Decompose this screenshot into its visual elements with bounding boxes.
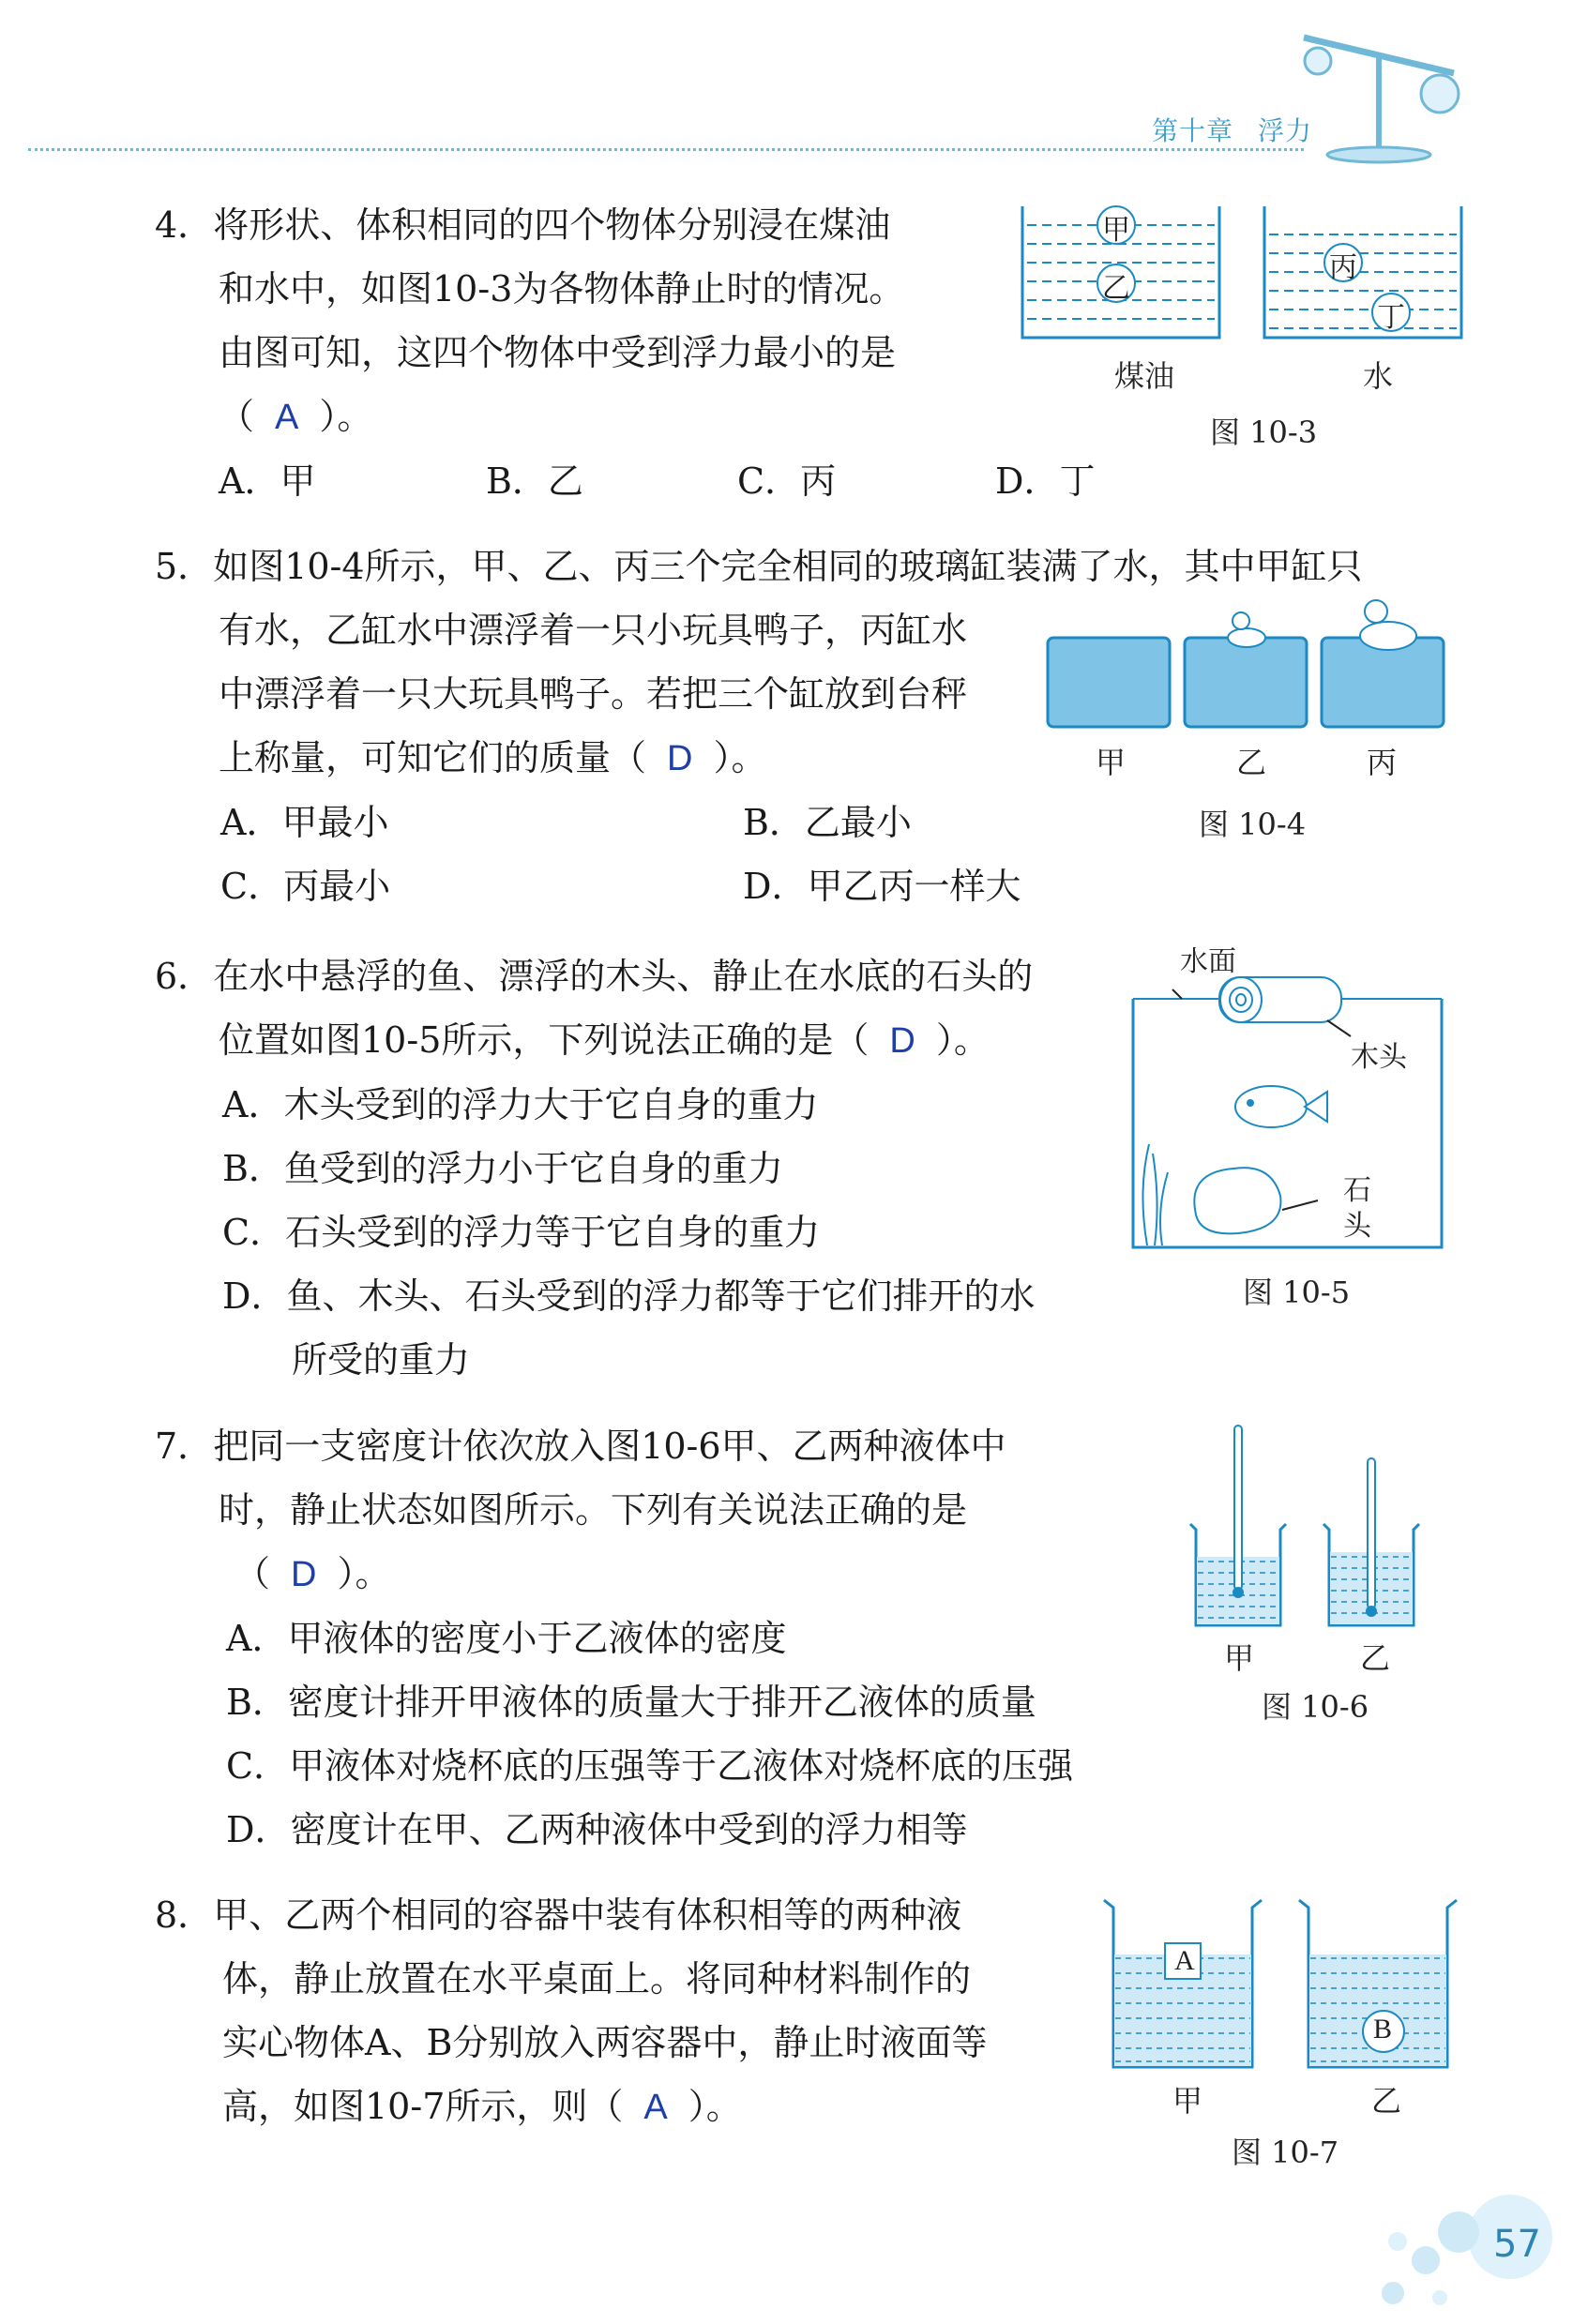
option-c: C．丙 xyxy=(737,460,837,502)
question-6 xyxy=(155,944,1035,1392)
object-label-yi: 乙 xyxy=(1102,272,1130,305)
container-jia xyxy=(1104,1900,1262,2067)
question-text: 时，静止状态如图所示。下列有关说法正确的是 xyxy=(219,1489,968,1531)
question-text: 体，静止放置在水平桌面上。将同种材料制作的 xyxy=(222,1958,972,2000)
question-text: 将形状、体积相同的四个物体分别浸在煤油 xyxy=(213,204,891,246)
large-duck-icon xyxy=(1360,600,1416,650)
option-a: A．甲液体的密度小于乙液体的密度 xyxy=(226,1618,787,1659)
question-number: 4． xyxy=(155,204,214,246)
option-c: C．石头受到的浮力等于它自身的重力 xyxy=(222,1212,821,1253)
question-text: 实心物体A、B分别放入两容器中，静止时液面等 xyxy=(222,2022,988,2063)
option-a: A．木头受到的浮力大于它自身的重力 xyxy=(222,1084,819,1125)
question-text: 由图可知，这四个物体中受到浮力最小的是 xyxy=(219,332,897,373)
chapter-number: 第十章 xyxy=(1152,115,1234,146)
object-label-jia: 甲 xyxy=(1102,214,1130,247)
object-label-ding: 丁 xyxy=(1377,301,1405,334)
stone-icon xyxy=(1194,1168,1280,1233)
log-icon xyxy=(1219,977,1341,1022)
option-d-continued: 所受的重力 xyxy=(292,1339,471,1381)
answer-bracket: （ xyxy=(234,1553,271,1594)
figure-label-stone-2: 头 xyxy=(1343,1210,1371,1243)
small-duck-icon xyxy=(1228,612,1265,647)
answer-bracket: ）。 xyxy=(935,1019,990,1061)
figure-label-jia: 甲 xyxy=(1096,745,1127,780)
question-text: 高，如图10-7所示，则（ xyxy=(222,2086,624,2127)
question-text: 甲、乙两个相同的容器中装有体积相等的两种液 xyxy=(213,1894,962,1936)
fish-icon xyxy=(1235,1086,1327,1127)
balance-decoration-icon xyxy=(1285,19,1473,159)
answer-bracket: （ xyxy=(219,396,255,437)
question-text: 在水中悬浮的鱼、漂浮的木头、静止在水底的石头的 xyxy=(213,956,1034,997)
figure-label-log: 木头 xyxy=(1351,1041,1407,1074)
answer-text: D xyxy=(889,1021,915,1061)
figure-10-6 xyxy=(1187,1421,1449,1627)
object-label-b: B xyxy=(1373,2014,1393,2045)
question-text: 把同一支密度计依次放入图10-6甲、乙两种液体中 xyxy=(213,1426,1006,1467)
option-b: B．乙最小 xyxy=(743,802,912,843)
option-c: C．甲液体对烧杯底的压强等于乙液体对烧杯底的压强 xyxy=(226,1745,1074,1787)
option-a: A．甲最小 xyxy=(220,802,389,843)
answer-text: A xyxy=(643,2088,668,2127)
question-4 xyxy=(155,193,1095,513)
figure-label-kerosene: 煤油 xyxy=(1114,358,1175,394)
option-b: B．鱼受到的浮力小于它自身的重力 xyxy=(222,1148,783,1189)
waterweed-icon xyxy=(1142,1144,1168,1245)
question-8 xyxy=(155,1883,987,2139)
answer-text: D xyxy=(291,1555,317,1594)
question-7 xyxy=(155,1414,1073,1862)
option-d: D．密度计在甲、乙两种液体中受到的浮力相等 xyxy=(226,1809,968,1850)
question-text: 和水中，如图10-3为各物体静止时的情况。 xyxy=(219,268,905,309)
question-text: 上称量，可知它们的质量（ xyxy=(219,737,647,778)
figure-label-stone-1: 石 xyxy=(1343,1174,1371,1207)
option-c: C．丙最小 xyxy=(220,866,391,907)
figure-label-yi: 乙 xyxy=(1236,745,1267,780)
figure-caption: 图 10-4 xyxy=(1199,807,1307,842)
answer-bracket: ）。 xyxy=(713,737,767,778)
figure-10-4 xyxy=(1046,600,1449,732)
question-text: 中漂浮着一只大玩具鸭子。若把三个缸放到台秤 xyxy=(219,673,968,715)
answer-text: A xyxy=(275,398,299,437)
figure-label-bing: 丙 xyxy=(1367,745,1398,780)
beaker-yi xyxy=(1323,1458,1419,1625)
figure-caption: 图 10-7 xyxy=(1232,2135,1339,2170)
question-text: 有水，乙缸水中漂浮着一只小玩具鸭子，丙缸水 xyxy=(219,610,968,651)
option-d: D．丁 xyxy=(995,460,1096,502)
answer-bracket: ）。 xyxy=(337,1553,391,1594)
figure-10-3 xyxy=(1022,197,1435,347)
figure-10-5 xyxy=(1130,985,1444,1252)
figure-10-7 xyxy=(1102,1896,1454,2070)
page-number: 57 xyxy=(1493,2223,1541,2266)
object-label-bing: 丙 xyxy=(1329,251,1357,284)
option-b: B．密度计排开甲液体的质量大于排开乙液体的质量 xyxy=(226,1682,1036,1723)
figure-label-yi: 乙 xyxy=(1360,1640,1391,1676)
figure-label-jia: 甲 xyxy=(1224,1640,1255,1676)
question-text: 如图10-4所示，甲、乙、丙三个完全相同的玻璃缸装满了水，其中甲缸只 xyxy=(213,546,1363,587)
chapter-topic: 浮力 xyxy=(1258,115,1313,146)
question-number: 8． xyxy=(155,1894,214,1936)
figure-caption: 图 10-3 xyxy=(1210,415,1318,450)
question-text: 位置如图10-5所示，下列说法正确的是（ xyxy=(219,1019,870,1061)
figure-caption: 图 10-6 xyxy=(1262,1689,1369,1725)
object-label-a: A xyxy=(1174,1945,1195,1976)
answer-bracket: ）。 xyxy=(688,2086,742,2127)
answer-bracket: ）。 xyxy=(319,396,373,437)
water-container xyxy=(1264,206,1461,338)
figure-label-yi: 乙 xyxy=(1371,2083,1402,2119)
question-number: 6． xyxy=(155,956,214,997)
figure-caption: 图 10-5 xyxy=(1243,1275,1351,1310)
answer-text: D xyxy=(667,739,693,778)
figure-label-water: 水 xyxy=(1363,358,1394,394)
figure-label-jia: 甲 xyxy=(1172,2083,1203,2119)
option-d: D．甲乙丙一样大 xyxy=(743,866,1021,907)
header-divider xyxy=(28,148,1304,151)
beaker-jia xyxy=(1190,1426,1286,1625)
question-number: 7． xyxy=(155,1426,214,1467)
option-b: B．乙 xyxy=(486,460,583,502)
figure-label-water-surface: 水面 xyxy=(1180,945,1236,978)
option-d: D．鱼、木头、石头受到的浮力都等于它们排开的水 xyxy=(222,1275,1036,1317)
question-number: 5． xyxy=(155,546,214,587)
option-a: A．甲 xyxy=(219,460,316,502)
